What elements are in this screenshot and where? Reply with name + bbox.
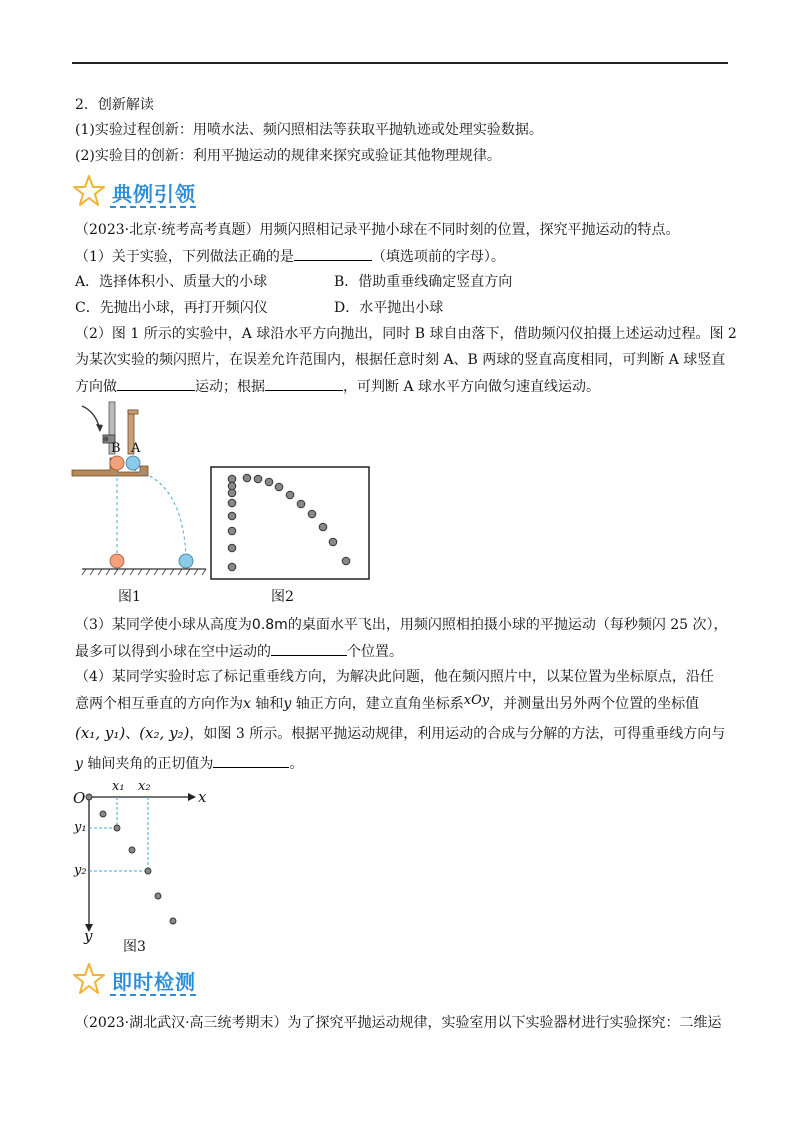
example-intro: （2023·北京·统考高考真题）用频闪照相记录平抛小球在不同时刻的位置，探究平抛运动的特点。 [75,222,680,238]
question-4-line-2 [75,694,699,715]
question-2-text-c: ，可判断 A 球水平方向做匀速直线运动。 [343,379,601,395]
question-3-line-1 [75,615,728,635]
option-b: B．借助重垂线确定竖直方向 [334,274,513,290]
x-axis-symbol: x [243,696,251,712]
coordinate-system-symbol: xOy [463,693,490,708]
question-1-text: （1）关于实验，下列做法正确的是 [75,249,294,265]
question-4-text-c: 轴正方向，建立直角坐标系 [295,696,464,712]
question-3-text-c: 最多可以得到小球在空中运动的 [75,644,271,660]
coordinate-separator: 、 [125,726,140,742]
option-c: C．先抛出小球，再打开频闪仪 [75,300,268,316]
question-2-line-3 [75,376,600,397]
title-underline [110,994,196,996]
x2-label: x₂ [138,779,151,794]
figure-1-label: 图1 [118,589,141,605]
innovation-point-2: (2)实验目的创新：利用平抛运动的规律来探究或验证其他物理规律。 [75,148,501,164]
figure-2-label: 图2 [271,589,294,605]
question-3-text-a: （3）某同学使小球从高度为 [75,617,252,633]
section-heading: 2．创新解读 [75,97,154,113]
section-title-check: 即时检测 [112,970,196,994]
height-value: 0.8m [251,617,288,633]
option-a: A．选择体积小、质量大的小球 [75,274,268,290]
figure-3-label: 图3 [123,939,146,955]
question-4-text-d: ，并测量出另外两个位置的坐标值 [489,696,700,712]
question-4-line-4 [75,753,303,774]
x1-label: x₁ [112,779,125,794]
figure-2-photo [210,466,370,580]
y-axis-symbol: y [283,696,292,712]
header-rule [72,62,728,64]
origin-label: O [73,789,86,807]
y1-label: y₁ [74,820,87,835]
answer-blank-4[interactable] [271,641,347,656]
y-axis-label: y [84,927,93,945]
star-icon [72,174,106,208]
ball-a-label: A [131,441,141,456]
question-4-text-e: ，如图 3 所示。根据平抛运动规律，利用运动的合成与分解的方法，可得重垂线方向与 [189,726,726,742]
question-3-text-d: 个位置。 [347,644,403,660]
answer-blank-3[interactable] [265,376,343,391]
figure-1-apparatus [70,400,210,580]
question-3-text-b: 的桌面水平飞出，用频闪照相拍摄小球的平抛运动（每秒频闪 25 次）， [287,617,728,633]
question-2-line-1: （2）图 1 所示的实验中，A 球沿水平方向抛出，同时 B 球自由落下，借助频闪仪拍摄上述运动过程。图 2 [75,326,737,342]
check-intro: （2023·湖北武汉·高三统考期末）为了探究平抛运动规律，实验室用以下实验器材进行实验探究：二维运 [75,1015,722,1031]
question-2-line-2: 为某次实验的频闪照片，在误差允许范围内，根据任意时刻 A、B 两球的竖直高度相同，可判断 A 球竖直 [75,352,726,368]
question-4-line-1: （4）某同学实验时忘了标记重垂线方向，为解决此问题，他在频闪照片中，以某位置为坐标原点，沿任 [75,669,714,685]
question-1 [75,246,505,267]
question-4-text-b: 轴和 [255,696,284,712]
innovation-point-1: (1)实验过程创新：用喷水法、频闪照相法等获取平抛轨迹或处理实验数据。 [75,122,543,138]
star-icon [72,962,106,996]
question-1-suffix: （填选项前的字母）。 [371,249,505,265]
question-4-text-f: 轴间夹角的正切值为 [87,756,214,772]
answer-blank-2[interactable] [117,376,195,391]
question-3-line-2 [75,641,403,662]
answer-blank-1[interactable] [294,246,372,261]
question-4-line-3 [75,723,725,744]
question-2-text-a: 方向做 [75,379,117,395]
answer-blank-5[interactable] [213,753,289,768]
title-underline [110,206,196,208]
question-4-text-g: 。 [289,756,304,772]
y2-label: y₂ [74,863,87,878]
coordinate-2: (x₂, y₂) [139,724,190,742]
y-axis-symbol-2: y [75,756,83,772]
x-axis-label: x [198,788,207,806]
question-4-text-a: 意两个相互垂直的方向作为 [75,696,243,712]
option-d: D．水平抛出小球 [334,300,444,316]
question-2-text-b: 运动；根据 [195,379,265,395]
coordinate-1: (x₁, y₁) [75,724,126,742]
ball-b-label: B [111,441,121,456]
section-title-example: 典例引领 [112,182,196,206]
